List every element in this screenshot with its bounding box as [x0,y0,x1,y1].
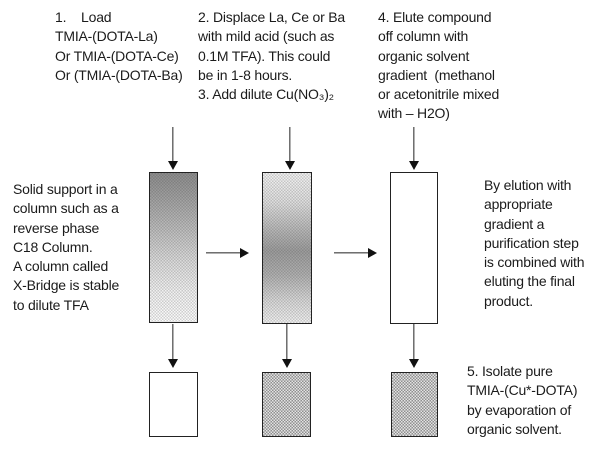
annotation-solid-support: Solid support in a column such as a reverse phase C18 Column. A column called X-Bridge is stable to dilute TFA [13,181,120,313]
column-3 [390,172,438,324]
collection-box-2 [262,372,311,437]
arrow-head-icon [168,161,178,170]
annotation-step4-elute: 4. Elute compound off column with organic solvent gradient (methanol or acetonitrile mixed with – H2O) [378,9,500,122]
arrow-head-icon [240,248,249,258]
down-arrow-out-of-column-1 [167,324,179,368]
down-arrow-into-column-3 [408,127,420,170]
annotation-step1-load: 1. Load TMIA-(DOTA-La) Or TMIA-(DOTA-Ce) Or (TMIA-(DOTA-Ba) [55,9,183,83]
arrow-head-icon [282,359,292,368]
arrow-shaft [286,324,287,359]
arrow-head-icon [368,248,377,258]
annotation-step2-3-displace: 2. Displace La, Ce or Ba with mild acid (such as 0.1M TFA). This could be in 1-8 hours. 3. Add dilute Cu(NO₃)₂ [198,9,345,103]
arrow-shaft [289,127,290,161]
annotation-elution-gradient: By elution with appropriate gradient a purification step is combined with eluting the final product. [484,177,585,309]
down-arrow-into-column-2 [284,127,296,170]
arrow-shaft [206,252,240,253]
collection-box-1 [149,372,198,437]
annotation-step5-isolate: 5. Isolate pure TMIA-(Cu*-DOTA) by evaporation of organic solvent. [467,363,578,437]
arrow-head-icon [168,359,178,368]
arrow-head-icon [285,161,295,170]
down-arrow-out-of-column-3 [408,324,420,368]
arrow-shaft [172,127,173,161]
arrow-head-icon [409,161,419,170]
column-1 [149,172,198,323]
arrow-shaft [172,324,173,359]
column-2 [262,172,312,324]
right-arrow-column1-to-column2 [206,247,249,259]
right-arrow-column2-to-column3 [334,247,377,259]
arrow-shaft [413,324,414,359]
arrow-shaft [413,127,414,161]
collection-box-3 [391,372,438,437]
down-arrow-out-of-column-2 [281,324,293,368]
arrow-head-icon [409,359,419,368]
down-arrow-into-column-1 [167,127,179,170]
arrow-shaft [334,252,368,253]
